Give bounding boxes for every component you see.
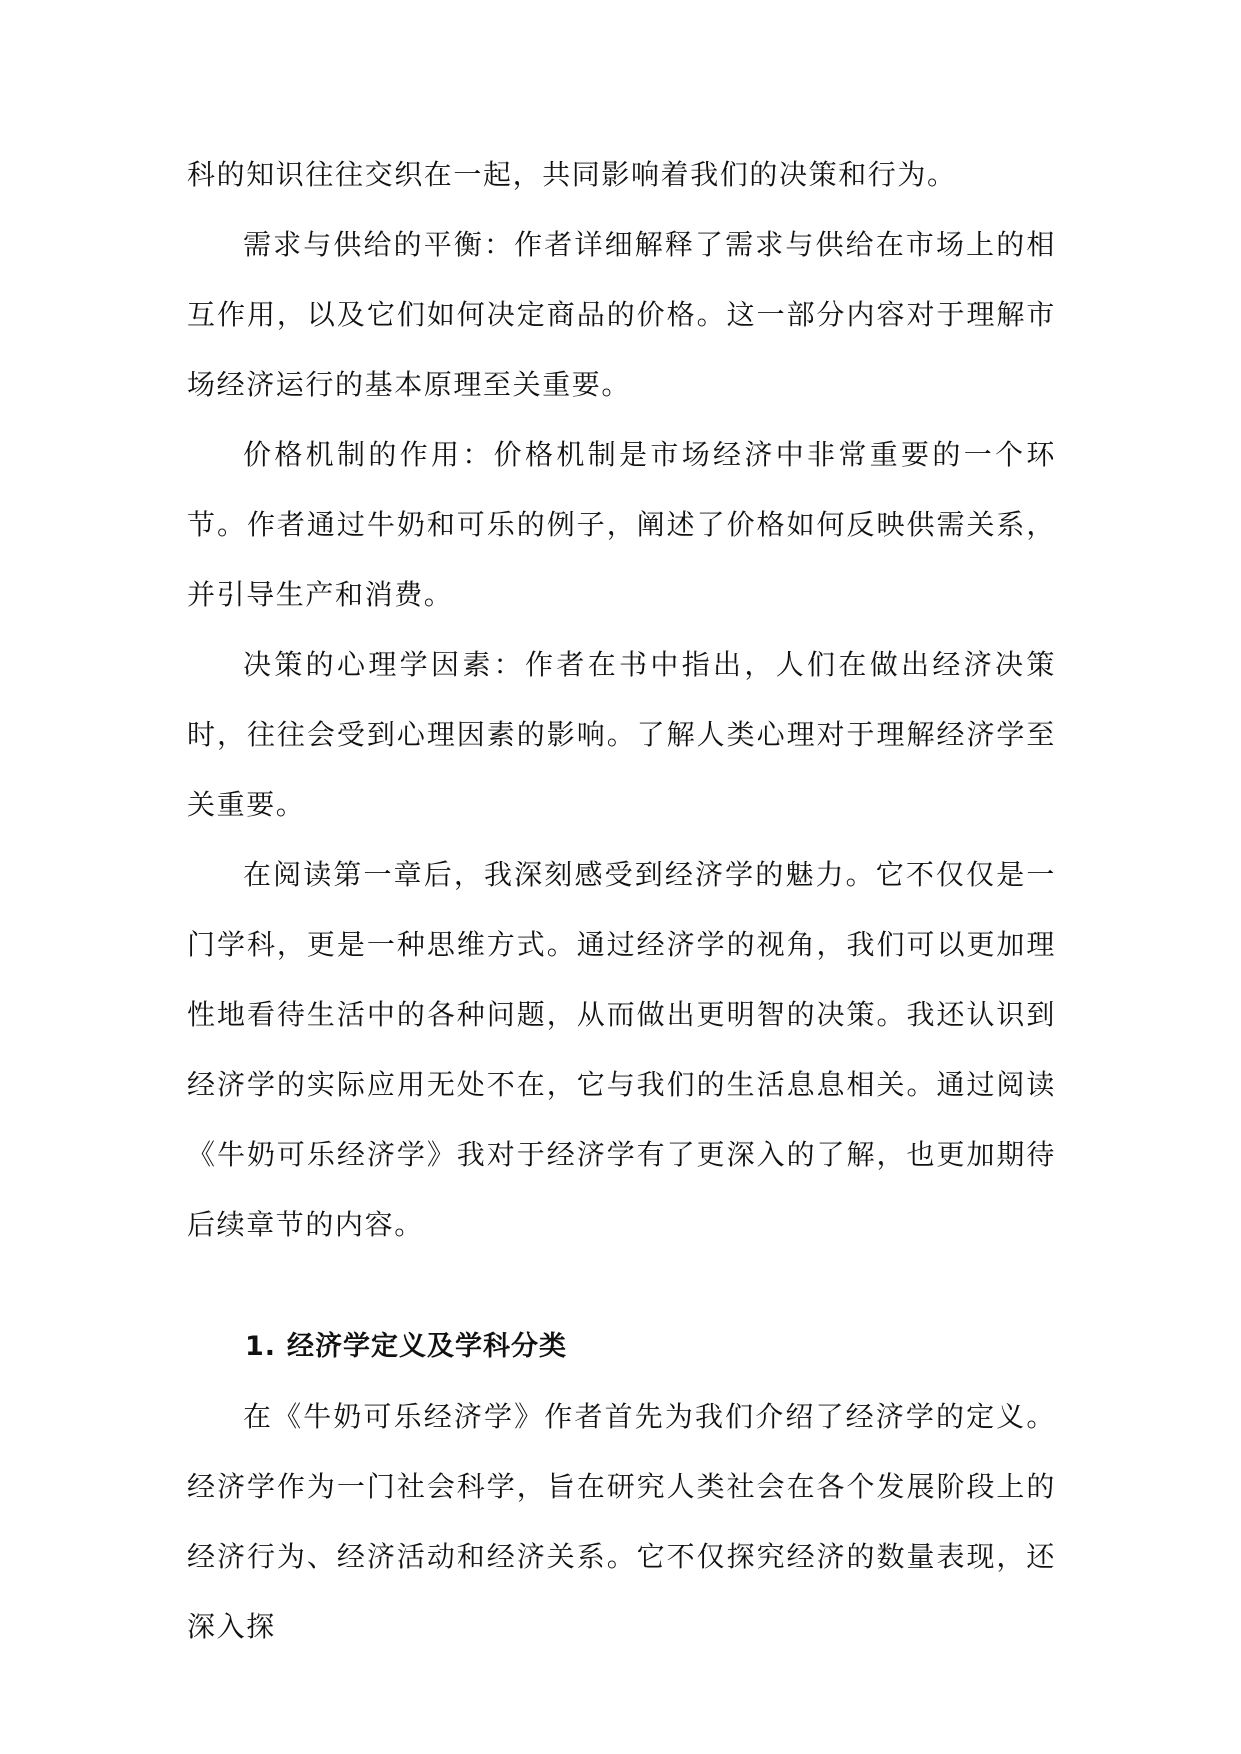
paragraph-continuation: 科的知识往往交织在一起，共同影响着我们的决策和行为。 [187, 158, 957, 191]
section-number: 1. [245, 1331, 277, 1362]
paragraph-definition: 在《牛奶可乐经济学》作者首先为我们介绍了经济学的定义。经济学作为一门社会科学，旨在研究人类社会在各个发展阶段上的经济行为、经济活动和经济关系。它不仅探究经济的数量表现，还深入探 [187, 1400, 1056, 1643]
paragraph-price-mechanism: 价格机制的作用：价格机制是市场经济中非常重要的一个环节。作者通过牛奶和可乐的例子，阐述了价格如何反映供需关系，并引导生产和消费。 [187, 438, 1056, 611]
section-heading [187, 1312, 1056, 1382]
paragraph-supply-demand: 需求与供给的平衡：作者详细解释了需求与供给在市场上的相互作用，以及它们如何决定商品的价格。这一部分内容对于理解市场经济运行的基本原理至关重要。 [187, 228, 1056, 401]
document-body [187, 140, 1056, 1662]
paragraph-psychology: 决策的心理学因素：作者在书中指出，人们在做出经济决策时，往往会受到心理因素的影响。了解人类心理对于理解经济学至关重要。 [187, 648, 1056, 821]
paragraph-reflection: 在阅读第一章后，我深刻感受到经济学的魅力。它不仅仅是一门学科，更是一种思维方式。通过经济学的视角，我们可以更加理性地看待生活中的各种问题，从而做出更明智的决策。我还认识到经济学的实际应用无处不在，它与我们的生活息息相关。通过阅读《牛奶可乐经济学》我对于经济学有了更深入的了解，也更加期待后续章节的内容。 [187, 858, 1056, 1241]
section-title: 经济学定义及学科分类 [287, 1331, 567, 1362]
